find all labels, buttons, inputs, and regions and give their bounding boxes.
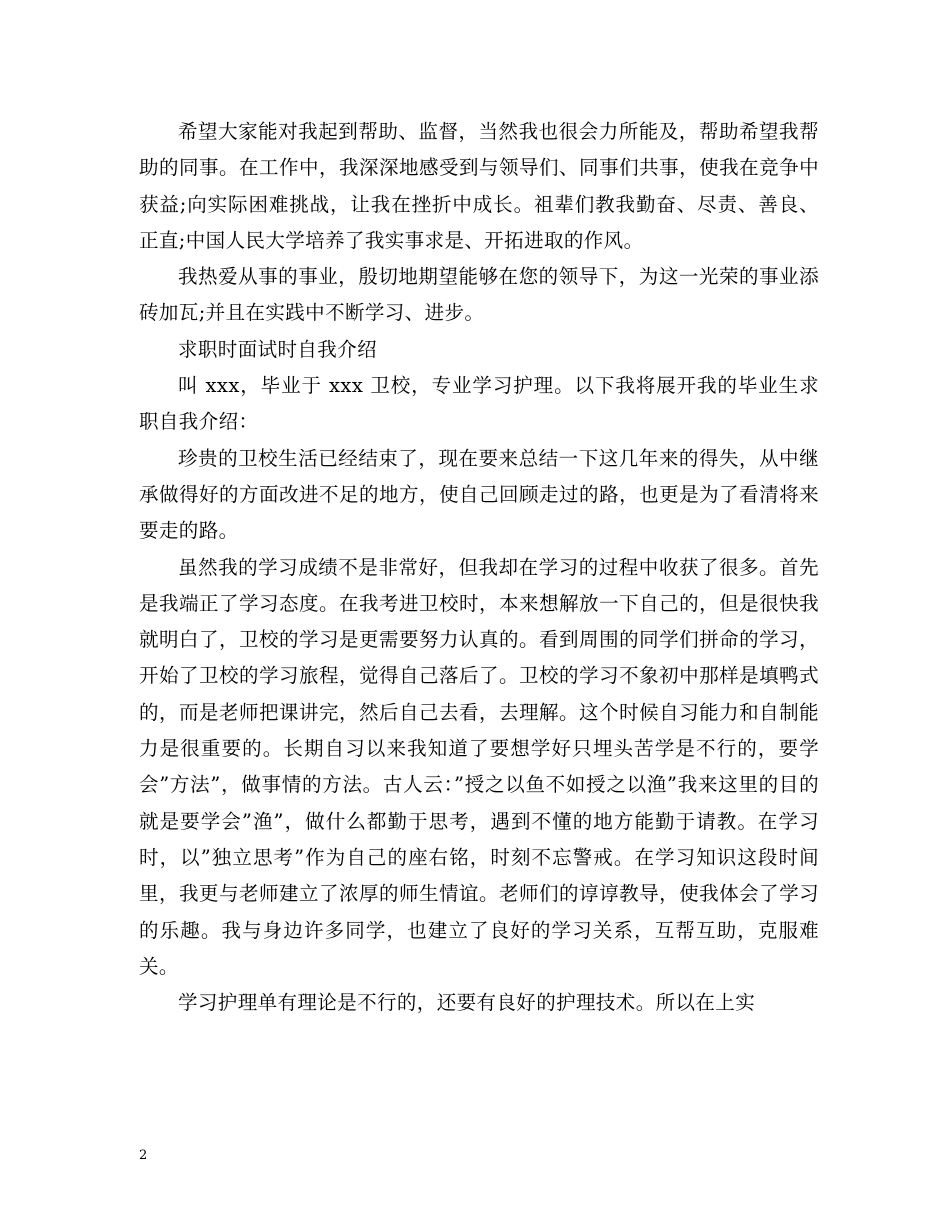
page-number: 2 bbox=[139, 1148, 148, 1163]
paragraph-6: 学习护理单有理论是不行的，还要有良好的护理技术。所以在上实 bbox=[178, 991, 756, 1015]
body-text bbox=[139, 114, 819, 1021]
paragraph-2: 我热爱从事的事业，殷切地期望能够在您的领导下，为这一光荣的事业添砖加瓦;并且在实践中不断学习、进步。 bbox=[139, 265, 819, 325]
paragraph-4: 珍贵的卫校生活已经结束了，现在要来总结一下这几年来的得失，从中继承做得好的方面改进不足的地方，使自己回顾走过的路，也更是为了看清将来要走的路。 bbox=[139, 446, 819, 543]
section-heading: 求职时面试时自我介绍 bbox=[178, 337, 378, 361]
paragraph-5: 虽然我的学习成绩不是非常好，但我却在学习的过程中收获了很多。首先是我端正了学习态度。在我考进卫校时，本来想解放一下自己的，但是很快我就明白了，卫校的学习是更需要努力认真的。看到周围的同学们拼命的学习，开始了卫校的学习旅程，觉得自己落后了。卫校的学习不象初中那样是填鸭式的，而是老师把课讲完，然后自己去看，去理解。这个时候自习能力和自制能力是很重要的。长期自习以来我知道了要想学好只埋头苦学是不行的，要学会”方法”，做事情的方法。古人云：”授之以鱼不如授之以渔”我来这里的目的就是要学会”渔”，做什么都勤于思考，遇到不懂的地方能勤于请教。在学习时，以”独立思考”作为自己的座右铭，时刻不忘警戒。在学习知识这段时间里，我更与老师建立了浓厚的师生情谊。老师们的谆谆教导，使我体会了学习的乐趣。我与身边许多同学，也建立了良好的学习关系，互帮互助，克服难关。 bbox=[139, 555, 819, 978]
paragraph-1: 希望大家能对我起到帮助、监督，当然我也很会力所能及，帮助希望我帮助的同事。在工作中，我深深地感受到与领导们、同事们共事，使我在竞争中获益;向实际困难挑战，让我在挫折中成长。祖辈们教我勤奋、尽责、善良、正直;中国人民大学培养了我实事求是、开拓进取的作风。 bbox=[139, 120, 819, 252]
paragraph-3: 叫 xxx，毕业于 xxx 卫校，专业学习护理。以下我将展开我的毕业生求职自我介绍： bbox=[139, 374, 819, 434]
